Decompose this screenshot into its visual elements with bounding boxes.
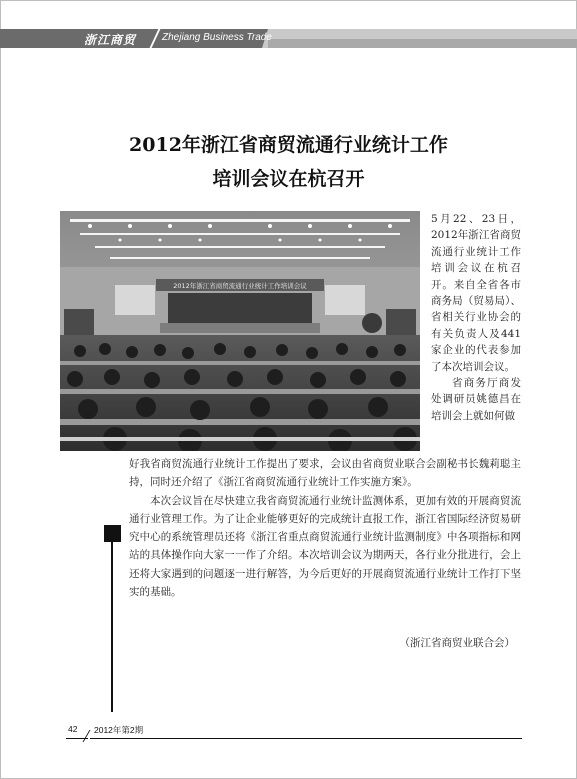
paragraph-speaker-cont: 好我省商贸流通行业统计工作提出了要求，会议由省商贸业联合会副秘书长魏莉聪主持，同时还介绍了《浙江省商贸流通行业统计工作实施方案》。 <box>129 458 521 489</box>
paragraph-speaker-start: 省商务厅商发处调研员姚德昌在培训会上就如何做 <box>431 377 521 422</box>
page-number: 42 <box>68 724 78 734</box>
decorative-vertical-rule <box>111 542 113 712</box>
magazine-english-title: Zhejiang Business Trade <box>162 32 272 43</box>
meeting-photo <box>60 211 420 451</box>
header-light-stripe <box>268 39 577 48</box>
page-header <box>0 29 577 48</box>
issue-label: 2012年第2期 <box>94 725 144 735</box>
paragraph-purpose: 本次会议旨在尽快建立我省商贸流通行业统计监测体系，更加有效的开展商贸流通行业管理工作。为了让企业能够更好的完成统计直报工作，浙江省国际经济贸易研究中心的系统管理员还将《浙江省重点商贸流通行业统计监测制度》中各项指标和网站的具体操作向大家一一作了介绍。本次培训会议为期两天，各行业分批进行，会上还将大家遇到的问题逐一进行解答，为今后更好的开展商贸流通行业统计工作打下坚实的基础。 <box>129 494 521 599</box>
article-body <box>129 455 521 601</box>
decorative-square <box>104 525 121 542</box>
photo-banner-text: 2012年浙江省商贸流通行业统计工作培训会议 <box>173 282 307 290</box>
article-title-line1: 2012年浙江省商贸流通行业统计工作 <box>129 134 448 156</box>
paragraph-intro: 5月22、23日，2012年浙江省商贸流通行业统计工作培训会议在杭召开。来自全省各市商务局（贸易局）、省相关行业协会的有关负责人及441家企业的代表参加了本次培训会议。 <box>431 213 521 373</box>
side-column-text <box>431 211 521 424</box>
footer-rule <box>90 738 522 739</box>
article-source: （浙江省商贸业联合会） <box>399 637 515 649</box>
article-title-line2: 培训会议在杭召开 <box>212 168 365 190</box>
magazine-logo: 浙江商贸 <box>84 33 137 47</box>
